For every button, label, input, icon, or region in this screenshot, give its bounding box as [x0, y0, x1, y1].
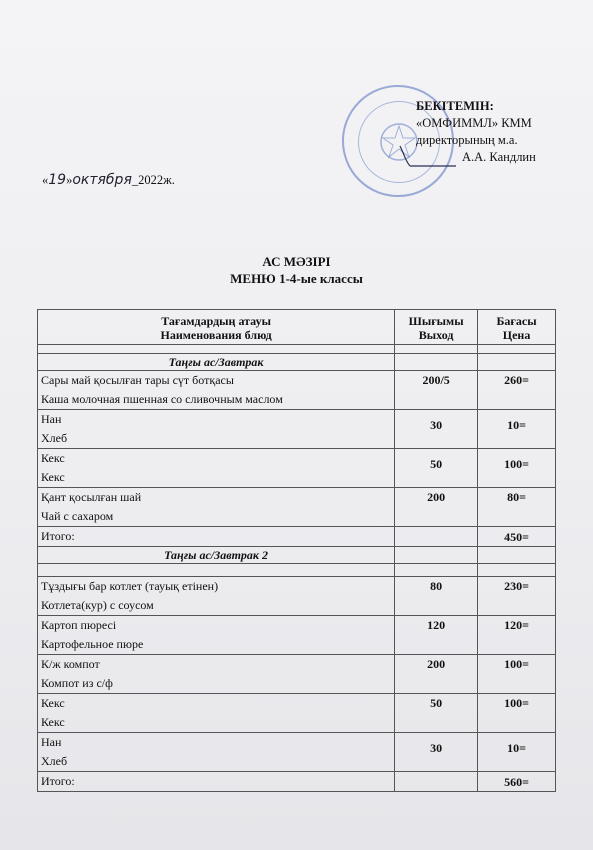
approval-title: БЕКІТЕМІН:: [416, 99, 494, 113]
header-price: Бағасы Цена: [478, 310, 556, 345]
total-row: Итого: 450=: [38, 527, 556, 547]
date-day: 19: [48, 172, 67, 188]
table-row: Қант қосылған шай Чай с сахаром 200 80=: [38, 488, 556, 527]
table-row: К/ж компот Компот из с/ф 200 100=: [38, 655, 556, 694]
title-kz: АС МӘЗІРІ: [262, 254, 331, 269]
title-ru: МЕНЮ 1-4-ые классы: [230, 271, 363, 286]
menu-table: [37, 309, 556, 792]
table-row: Нан Хлеб 30 10=: [38, 733, 556, 772]
total-row: Итого: 560=: [38, 772, 556, 792]
signature-icon: [396, 140, 466, 170]
header-name: Тағамдардың атауы Наименования блюд: [38, 310, 395, 345]
date-year: 2022ж.: [138, 173, 175, 187]
document-date: «19»октября_2022ж.: [42, 172, 175, 188]
section-row: [38, 354, 556, 371]
approval-position: директорының м.а.: [416, 133, 518, 147]
table-row: Кекс Кекс 50 100=: [38, 449, 556, 488]
approval-name: А.А. Кандлин: [462, 150, 536, 164]
date-month: октября: [72, 172, 132, 188]
section1-title: Таңғы ас/Завтрак: [38, 354, 395, 371]
header-output: Шығымы Выход: [395, 310, 478, 345]
table-row: Сары май қосылған тары сүт ботқасы Каша молочная пшенная со сливочным маслом 200/5 260=: [38, 371, 556, 410]
section2-title: Таңғы ас/Завтрак 2: [38, 547, 395, 564]
table-row: Картоп пюресі Картофельное пюре 120 120=: [38, 616, 556, 655]
section-row: [38, 547, 556, 564]
header-row: [38, 310, 556, 345]
table-row: Тұздығы бар котлет (тауық етінен) Котлета(кур) с соусом 80 230=: [38, 577, 556, 616]
approval-org: «ОМФИММЛ» КММ: [416, 116, 532, 130]
table-row: Нан Хлеб 30 10=: [38, 410, 556, 449]
table-row: Кекс Кекс 50 100=: [38, 694, 556, 733]
